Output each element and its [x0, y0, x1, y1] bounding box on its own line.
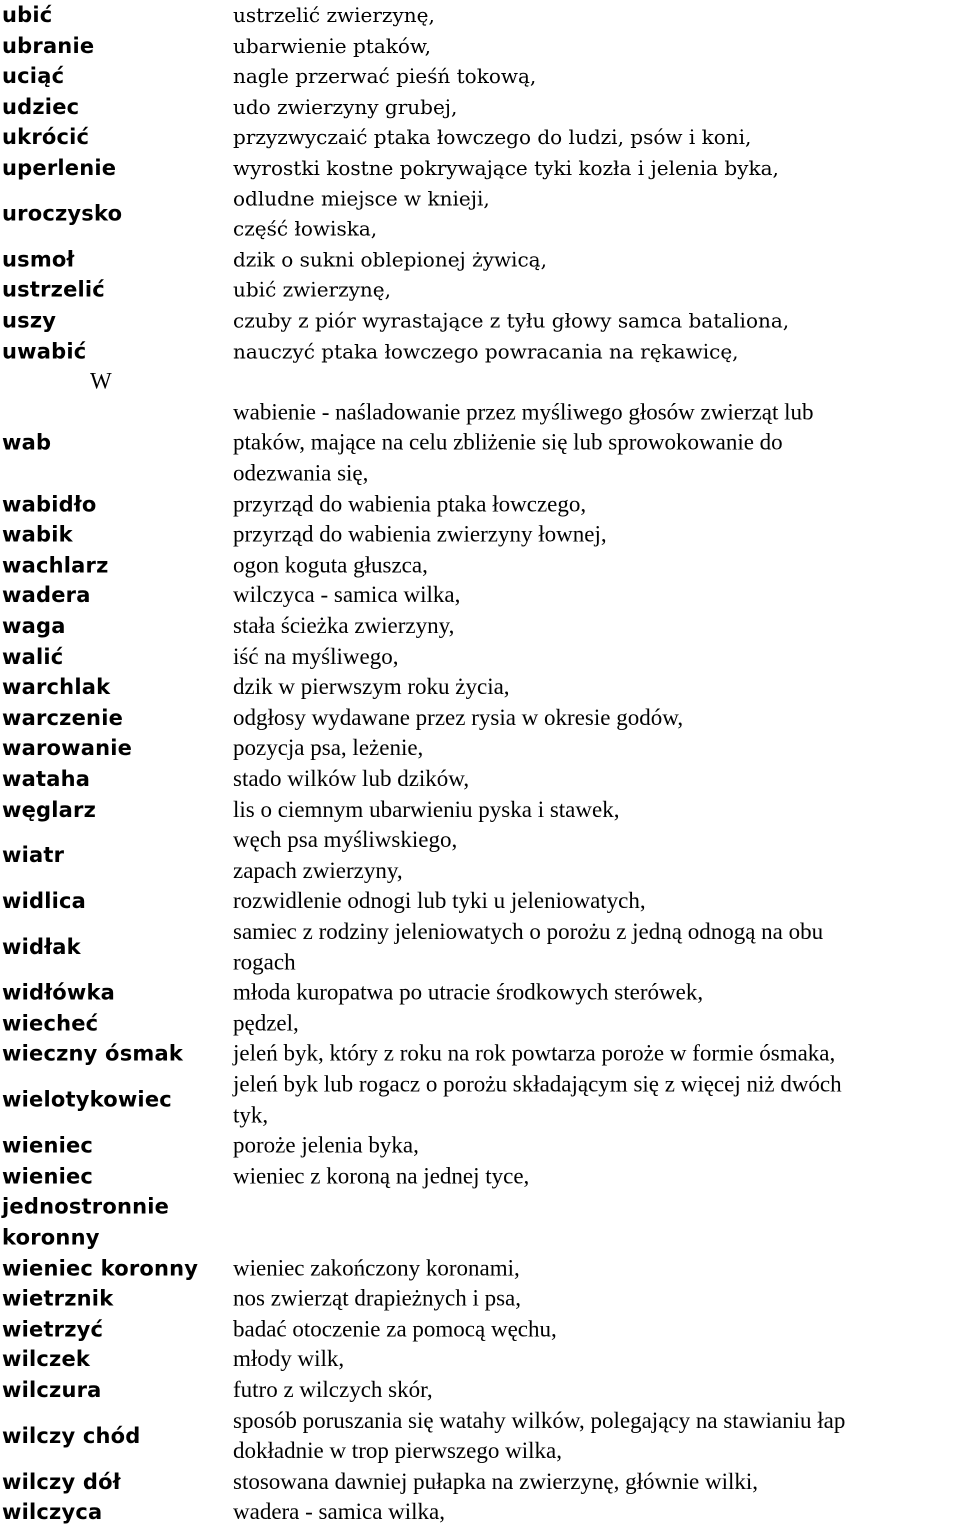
entry-definition: nauczyć ptaka łowczego powracania na rękawicę,	[233, 339, 739, 364]
glossary-entry	[0, 1375, 960, 1406]
entry-definition: część łowiska,	[233, 216, 378, 241]
entry-term: wabik	[2, 522, 73, 547]
glossary-entry	[0, 1497, 960, 1528]
glossary-entry	[0, 1161, 960, 1253]
entry-definition: wyrostki kostne pokrywające tyki kozła i jelenia byka,	[233, 155, 779, 180]
entry-definition: poroże jelenia byka,	[233, 1132, 419, 1158]
glossary-entry	[0, 1039, 960, 1070]
entry-term: wilczura	[2, 1378, 102, 1403]
entry-definition: odgłosy wydawane przez rysia w okresie godów,	[233, 704, 684, 730]
glossary-entry	[0, 0, 960, 31]
entry-term: wielotykowiec	[2, 1087, 172, 1112]
glossary-entry	[0, 397, 960, 489]
entry-definition: wadera - samica wilka,	[233, 1499, 446, 1525]
entry-definition: badać otoczenie za pomocą węchu,	[233, 1316, 557, 1342]
glossary-entry	[0, 1070, 960, 1131]
glossary-entry	[0, 1131, 960, 1162]
entry-term: widłak	[2, 935, 81, 960]
glossary-entry	[0, 703, 960, 734]
entry-term: wadera	[2, 583, 91, 608]
entry-definition: ubić zwierzynę,	[233, 278, 391, 302]
entry-definition: stała ścieżka zwierzyny,	[233, 613, 455, 639]
entry-term: wiecheć	[2, 1011, 99, 1036]
glossary-entry	[0, 336, 960, 367]
entry-definition: nos zwierząt drapieżnych i psa,	[233, 1285, 522, 1311]
entry-term: wieczny ósmak	[2, 1042, 184, 1066]
entry-term: ukrócić	[2, 125, 90, 150]
glossary-entry	[0, 122, 960, 153]
entry-definition: ustrzelić zwierzynę,	[233, 2, 435, 27]
glossary-entry	[0, 1345, 960, 1376]
glossary-entry	[0, 306, 960, 337]
entry-definition: nagle przerwać pieśń tokową,	[233, 64, 537, 89]
entry-definition: sposób poruszania się watahy wilków, polegający na stawianiu łap	[233, 1407, 846, 1433]
entry-term: walić	[2, 644, 64, 669]
glossary-entry	[0, 92, 960, 123]
entry-term: wabidło	[2, 491, 97, 516]
entry-definition: przyrząd do wabienia zwierzyny łownej,	[233, 521, 607, 547]
entry-definition: odezwania się,	[233, 460, 369, 486]
entry-term: uroczysko	[2, 201, 123, 226]
entry-term: widłówka	[2, 980, 115, 1005]
entry-term: widlica	[2, 889, 87, 914]
entry-definition: jeleń byk, który z roku na rok powtarza poroże w formie ósmaka,	[233, 1041, 836, 1066]
entry-term: warczenie	[2, 705, 124, 730]
entry-definition: rogach	[233, 949, 296, 975]
entry-definition: odludne miejsce w knieji,	[233, 186, 490, 211]
entry-term: wilczek	[2, 1347, 91, 1372]
glossary-entry	[0, 611, 960, 642]
entry-definition: wieniec zakończony koronami,	[233, 1254, 520, 1280]
entry-definition: stado wilków lub dzików,	[233, 765, 470, 791]
glossary-entry	[0, 978, 960, 1009]
entry-term: wieniec	[2, 1164, 94, 1189]
glossary-entry	[0, 1406, 960, 1467]
glossary-entry	[0, 61, 960, 92]
entry-definition: tyk,	[233, 1102, 269, 1128]
entry-definition: lis o ciemnym ubarwieniu pyska i stawek,	[233, 796, 620, 822]
entry-definition: młoda kuropatwa po utracie środkowych sterówek,	[233, 979, 704, 1005]
glossary-entry	[0, 581, 960, 612]
glossary-entry	[0, 1253, 960, 1284]
entry-term: wietrzyć	[2, 1317, 104, 1342]
entry-definition: jeleń byk lub rogacz o porożu składającym się z więcej niż dwóch	[233, 1071, 842, 1097]
entry-term: waga	[2, 614, 66, 639]
entry-term: wietrznik	[2, 1286, 114, 1311]
entry-term: wieniec koronny	[2, 1255, 199, 1280]
entry-term: uciąć	[2, 64, 65, 89]
glossary-entry	[0, 489, 960, 520]
entry-definition: udo zwierzyny grubej,	[233, 94, 458, 119]
glossary-entry	[0, 275, 960, 306]
entry-definition: rozwidlenie odnogi lub tyki u jeleniowatych,	[233, 888, 646, 914]
entry-term: wilczyca	[2, 1500, 103, 1525]
entry-term: wachlarz	[2, 553, 109, 578]
entry-term: jednostronnie	[2, 1194, 170, 1219]
glossary-entry	[0, 886, 960, 917]
glossary-entry	[0, 153, 960, 184]
glossary-entry	[0, 1314, 960, 1345]
glossary-entry	[0, 764, 960, 795]
entry-term: uperlenie	[2, 155, 117, 180]
entry-definition: zapach zwierzyny,	[233, 857, 403, 883]
entry-definition: dokładnie w trop pierwszego wilka,	[233, 1438, 562, 1464]
entry-term: ustrzelić	[2, 278, 105, 302]
entry-definition: futro z wilczych skór,	[233, 1377, 433, 1403]
entry-term: ubić	[2, 2, 53, 27]
entry-definition: iść na myśliwego,	[233, 643, 399, 669]
entry-definition: młody wilk,	[233, 1346, 345, 1372]
glossary-entry	[0, 672, 960, 703]
glossary-entry	[0, 550, 960, 581]
glossary-entry	[0, 825, 960, 886]
entry-term: warowanie	[2, 736, 133, 761]
entry-definition: przyrząd do wabienia ptaka łowczego,	[233, 490, 587, 516]
entry-definition: ptaków, mające na celu zbliżenie się lub sprowokowanie do	[233, 429, 783, 455]
entry-term: węglarz	[2, 797, 97, 822]
glossary-entry	[0, 733, 960, 764]
entry-term: ubranie	[2, 33, 95, 58]
glossary-entry	[0, 244, 960, 275]
entry-term: uszy	[2, 308, 57, 333]
entry-definition: przyzwyczaić ptaka łowczego do ludzi, psów i koni,	[233, 125, 752, 150]
entry-definition: wieniec z koroną na jednej tyce,	[233, 1163, 530, 1189]
section-letter: W	[90, 368, 112, 394]
entry-term: wiatr	[2, 843, 65, 868]
entry-definition: samiec z rodziny jeleniowatych o porożu z jedną odnogą na obu	[233, 918, 824, 944]
entry-term: uwabić	[2, 339, 87, 364]
entry-term: wilczy chód	[2, 1424, 141, 1448]
glossary-entry	[0, 183, 960, 244]
glossary-entry	[0, 642, 960, 673]
glossary-entry	[0, 795, 960, 826]
glossary-entry	[0, 1467, 960, 1498]
entry-definition: dzik o sukni oblepionej żywicą,	[233, 247, 547, 272]
entry-definition: pozycja psa, leżenie,	[233, 735, 424, 761]
entry-term: usmoł	[2, 247, 75, 272]
entry-term: warchlak	[2, 675, 111, 700]
entry-term: wab	[2, 430, 52, 455]
entry-definition: dzik w pierwszym roku życia,	[233, 674, 510, 700]
entry-term: wieniec	[2, 1133, 94, 1158]
entry-term: wilczy dół	[2, 1469, 121, 1494]
entry-definition: ubarwienie ptaków,	[233, 33, 432, 58]
entry-definition: czuby z piór wyrastające z tyłu głowy samca bataliona,	[233, 308, 790, 333]
glossary-entry	[0, 520, 960, 551]
entry-definition: ogon koguta głuszca,	[233, 552, 428, 578]
entry-term: koronny	[2, 1225, 100, 1250]
entry-definition: wilczyca - samica wilka,	[233, 582, 461, 608]
entry-term: wataha	[2, 766, 91, 791]
glossary-entry	[0, 1008, 960, 1039]
entry-definition: wabienie - naśladowanie przez myśliwego głosów zwierząt lub	[233, 399, 814, 425]
entry-definition: stosowana dawniej pułapka na zwierzynę, głównie wilki,	[233, 1468, 759, 1494]
glossary-entry	[0, 31, 960, 62]
glossary-entry	[0, 917, 960, 978]
entry-term: udziec	[2, 94, 80, 119]
entry-definition: pędzel,	[233, 1010, 299, 1036]
glossary-entry	[0, 1284, 960, 1315]
entry-definition: węch psa myśliwskiego,	[233, 827, 458, 853]
